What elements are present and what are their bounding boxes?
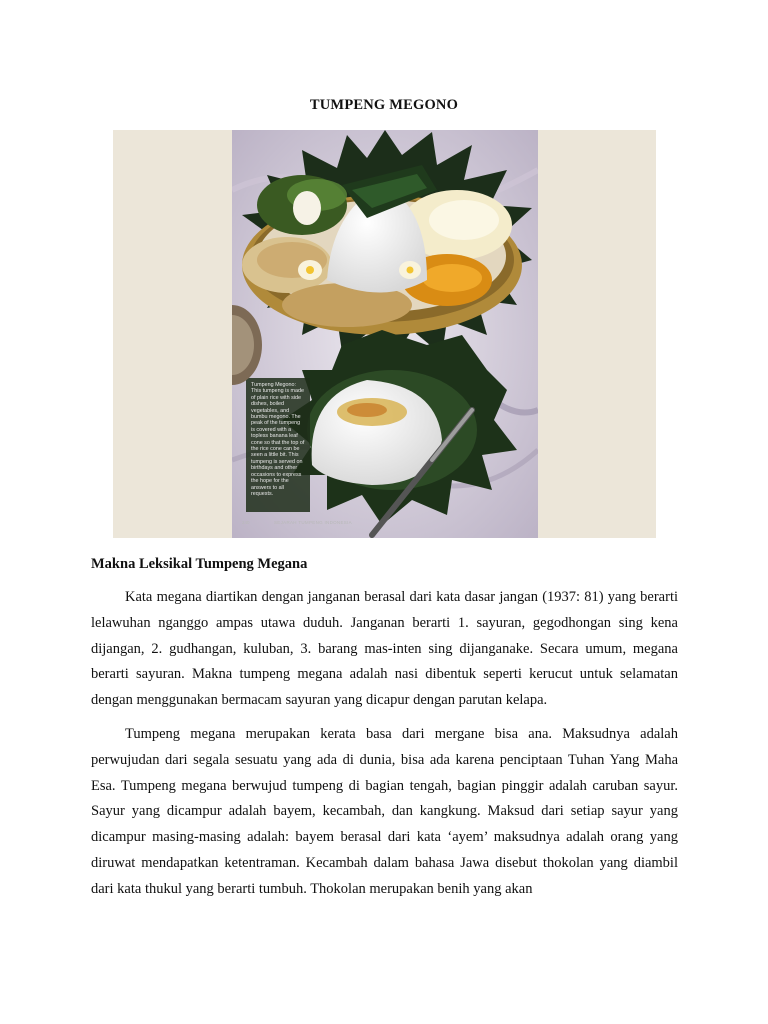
document-title: TUMPENG MEGONO xyxy=(309,97,459,113)
photo-footer: SEJARAH TUMPENG INDONESIA xyxy=(274,520,352,525)
photo-page-number: 240 xyxy=(242,520,250,525)
photo-caption: Tumpeng Megono: This tumpeng is made of plain rice with side dishes, boiled vegetables, and bumbu megono. The peak of the tumpeng is covered with a topless banana leaf cone so that the top of the rice cone can be seen a little bit. This tumpeng is served on birthdays and other occasions to express the hope for the answers to all requests. xyxy=(251,382,305,497)
section-heading: Makna Leksikal Tumpeng Megana xyxy=(91,556,308,572)
paragraph: Kata megana diartikan dengan janganan berasal dari kata dasar jangan (1937: 81) yang berarti lelawuhan nganggo ampas utawa duduh. Janganan berarti 1. sayuran, gegodhongan sing kena dijangan, 2. gudhangan, kuluban, 3. barang mas-inten sing dijanganake. Secara umum, megana berarti sayuran. Makna tumpeng megana adalah nasi dibentuk seperti kerucut untuk selamatan dengan menggunakan bermacam sayuran yang dicapur dengan parutan kelapa. xyxy=(91,589,678,709)
paragraph: Tumpeng megana merupakan kerata basa dari mergane bisa ana. Maksudnya adalah perwujudan dari segala sesuatu yang ada di dunia, bisa ada karena penciptaan Tuhan Yang Maha Esa. Tumpeng megana berwujud tumpeng di bagian tengah, bagian pinggir adalah caruban sayur. Sayur yang dicampur adalah bayem, kecambah, dan kangkung. Maksud dari setiap sayur yang dicampur masing-masing adalah: bayem berasal dari kata ‘ayem’ maksudnya adalah orang yang diruwat mendapatkan ketentraman. Kecambah dalam bahasa Jawa disebut thokolan yang diambil dari kata thukul yang berarti tumbuh. Thokolan merupakan benih yang akan xyxy=(91,725,678,897)
body-text xyxy=(91,585,678,911)
tumpeng-photo xyxy=(232,130,538,538)
